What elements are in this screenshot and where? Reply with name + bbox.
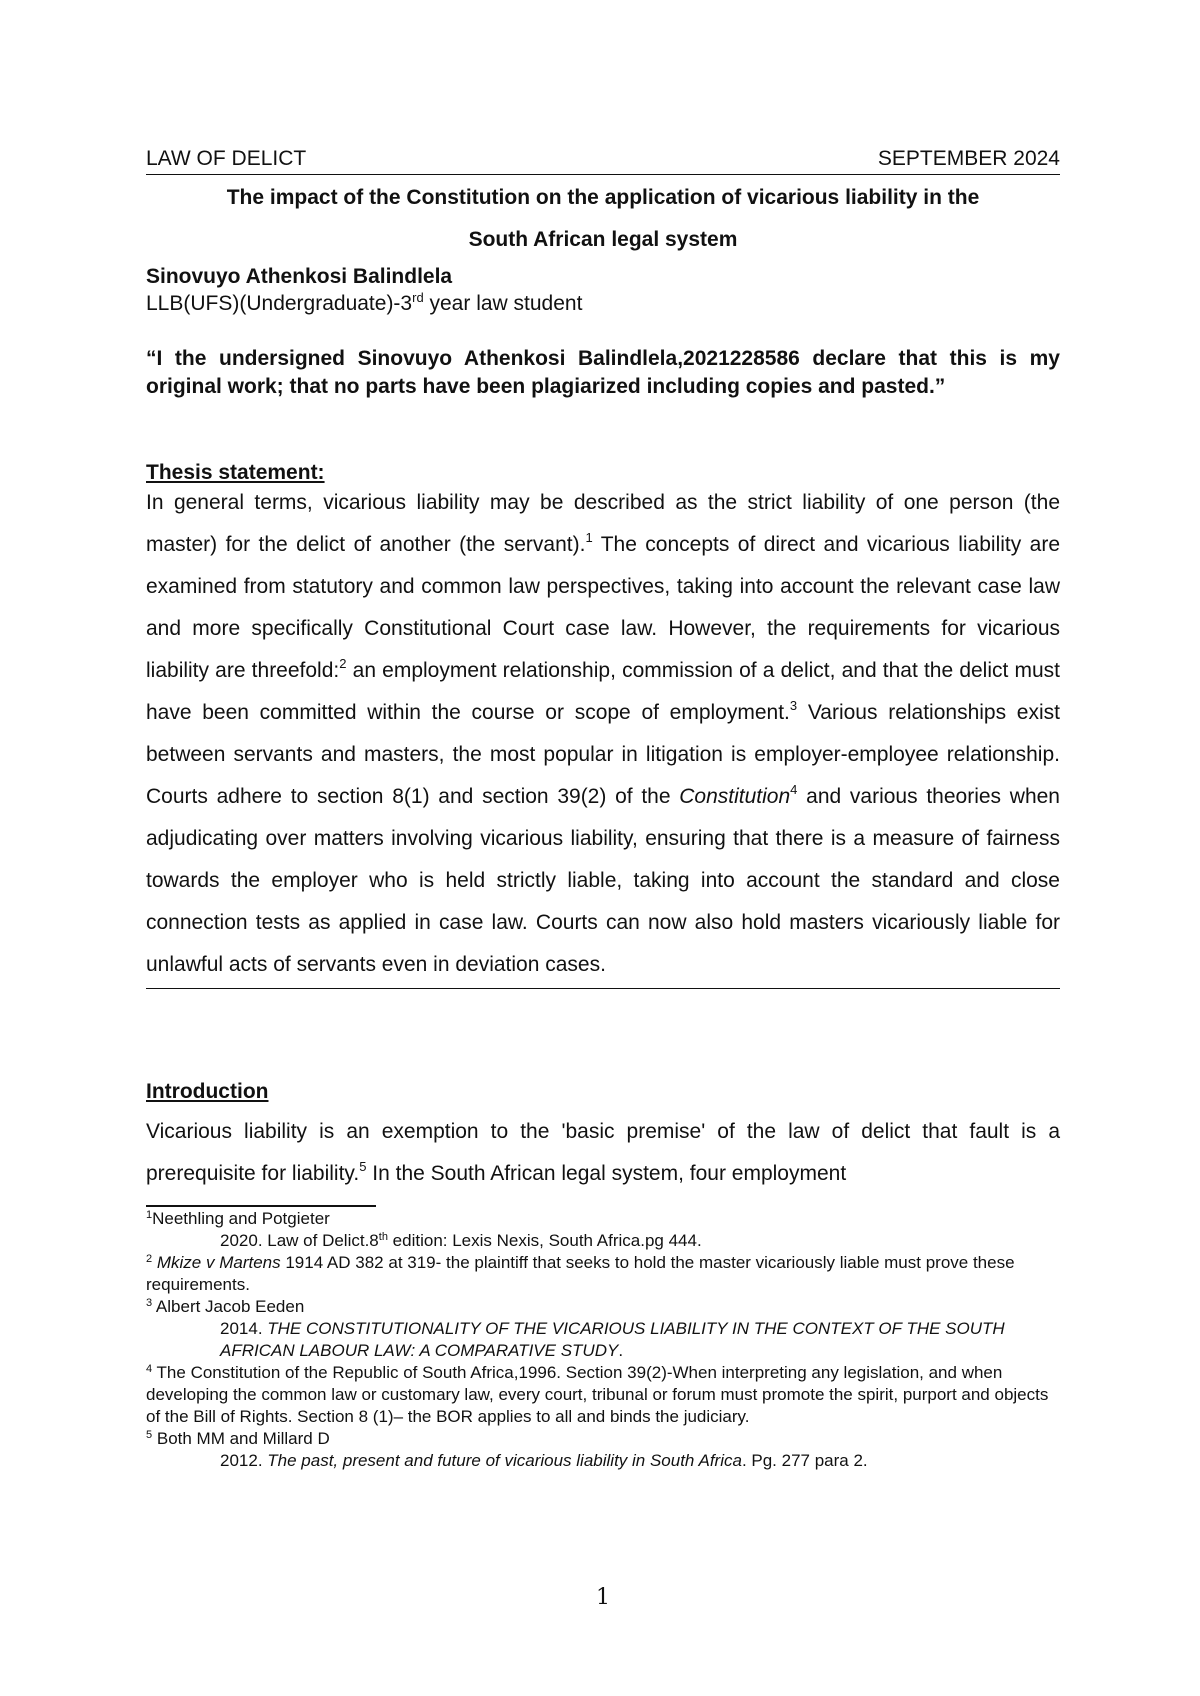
page-header [146,147,1060,175]
page-number: 1 [596,1585,610,1610]
footnote-text: 1914 AD 382 at 319- the plaintiff that seeks to hold the master vicariously liable must prove these requirements. [146,1253,1015,1294]
footnotes [146,1208,1060,1472]
thesis-text: In general terms, vicarious liability may be described as the strict liability of one person (the master) for the delict of another (the servant). [146,491,1060,556]
footnote-case-name: Mkize v Martens [156,1253,281,1272]
footnote-1 [146,1208,1060,1230]
header-subject: LAW OF DELICT [146,147,307,170]
footnote-number: 5 [146,1429,153,1441]
document-page [146,0,1060,1696]
footnote-text: 2014. [220,1319,268,1338]
footnote-text: Albert Jacob Eeden [155,1297,305,1316]
footnote-3-cont [146,1318,1060,1362]
footnote-ref-3[interactable]: 3 [789,698,798,713]
thesis-paragraph [146,482,1060,989]
thesis-text: an employment relationship, commission of a delict, and that the delict must have been committed within the course or scope of employment. [146,659,1060,724]
declaration-statement: “I the undersigned Sinovuyo Athenkosi Balindlela,2021228586 declare that this is my original work; that no parts have been plagiarized including copies and pasted.” [146,347,1060,398]
footnote-5-cont [146,1450,1060,1472]
degree-ordinal: rd [412,290,424,305]
footnote-separator [146,1205,376,1207]
intro-text: Vicarious liability is an exemption to the 'basic premise' of the law of delict that fault is a prerequisite for liability. [146,1120,1060,1185]
footnote-text: edition: Lexis Nexis, South Africa.pg 444. [387,1231,702,1250]
thesis-text: Various relationships exist between servants and masters, the most popular in litigation is employer-employee relationship. Courts adhere to section 8(1) and section 39(2) of the [146,701,1060,808]
footnote-ref-2[interactable]: 2 [339,656,347,671]
intro-text: In the South African legal system, four employment [366,1162,847,1185]
footnote-number: 1 [146,1209,153,1221]
footnote-text: Neethling and Potgieter [152,1209,330,1228]
title-line-1: The impact of the Constitution on the application of vicarious liability in the [226,186,980,209]
thesis-text: The concepts of direct and vicarious liability are examined from statutory and common law perspectives, taking into account the relevant case law and more specifically Constitutional Court case law. However, the requirements for vicarious liability are threefold: [146,533,1061,682]
footnote-ordinal: th [378,1231,388,1243]
author-name: Sinovuyo Athenkosi Balindlela [146,265,453,288]
degree-prefix: LLB(UFS)(Undergraduate)-3 [146,292,413,315]
thesis-heading: Thesis statement: [146,461,325,484]
footnote-title: THE CONSTITUTIONALITY OF THE VICARIOUS LIABILITY IN THE CONTEXT OF THE SOUTH AFRICAN LABOUR LAW: A COMPARATIVE STUDY [220,1319,1005,1360]
footnote-title: The past, present and future of vicarious liability in South Africa [267,1451,742,1470]
constitution-italic: Constitution [679,785,791,808]
author-degree [146,291,582,317]
footnote-3 [146,1296,1060,1318]
footnote-ref-4[interactable]: 4 [790,782,798,797]
footnote-1-cont [146,1230,1060,1252]
footnote-number: 4 [146,1363,153,1375]
footnote-ref-5[interactable]: 5 [359,1159,367,1174]
document-title [146,177,1060,261]
footnote-text: . [618,1341,624,1360]
introduction-heading: Introduction [146,1080,269,1103]
footnote-text: 2012. [220,1451,268,1470]
footnote-2 [146,1252,1060,1296]
introduction-paragraph [146,1111,1060,1195]
header-date: SEPTEMBER 2024 [877,147,1060,170]
degree-suffix: year law student [423,292,583,315]
title-line-2: South African legal system [468,228,738,251]
footnote-4 [146,1362,1060,1428]
footnote-text: The Constitution of the Republic of South Africa,1996. Section 39(2)-When interpreting any legislation, and when developing the common law or customary law, every court, tribunal or forum must promote the spirit, purport and objects of the Bill of Rights. Section 8 (1)– the BOR applies to all and binds the judiciary. [146,1363,1049,1426]
footnote-number: 2 [146,1253,153,1265]
footnote-number: 3 [146,1297,153,1309]
footnote-text: Both MM and Millard D [156,1429,330,1448]
footnote-text: . Pg. 277 para 2. [741,1451,868,1470]
footnote-text: 2020. Law of Delict.8 [220,1231,379,1250]
thesis-text: and various theories when adjudicating over matters involving vicarious liability, ensuring that there is a measure of fairness towards the employer who is held strictly liable, taking into account the standard and close connection tests as applied in case law. Courts can now also hold masters vicariously liable for unlawful acts of servants even in deviation cases. [146,785,1060,976]
footnote-ref-1[interactable]: 1 [585,530,593,545]
footnote-5 [146,1428,1060,1450]
